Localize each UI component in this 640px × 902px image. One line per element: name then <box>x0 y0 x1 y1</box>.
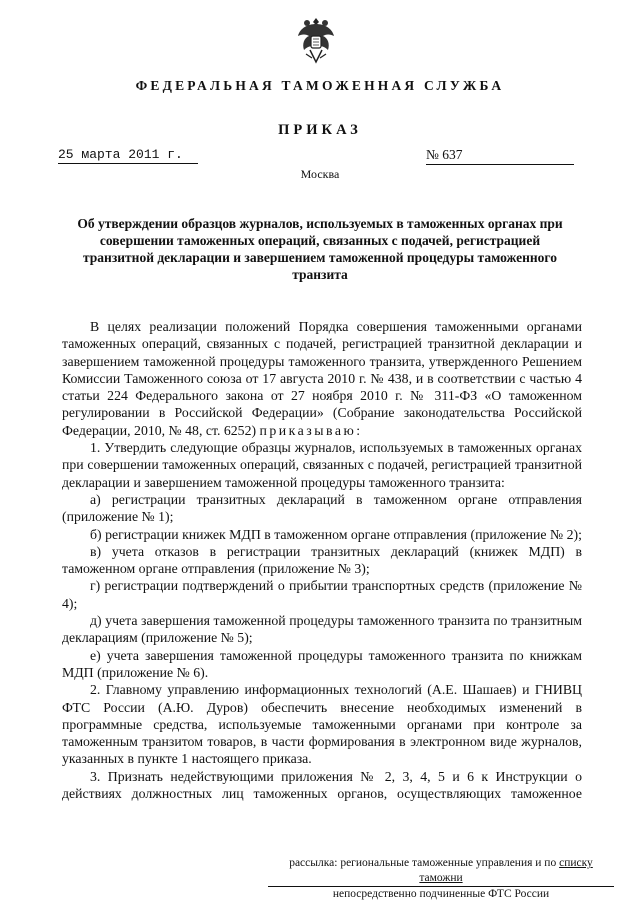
distribution-line-2: непосредственно подчиненные ФТС России <box>332 888 550 900</box>
customs-list-link: списку таможни <box>419 857 593 884</box>
item-2: 2. Главному управлению информационных технологий (А.Е. Шашаев) и ГНИВЦ ФТС России (А.Ю. Дуров) обеспечить внесение необходимых изменений в программные средства, используемые таможенными органами при контроле за таможенным транзитом товаров, в части формирования в электронном виде журналов, указанных в пункте 1 настоящего приказа. <box>62 682 582 767</box>
item-3: 3. Признать недействующими приложения № 2, 3, 4, 5 и 6 к Инструкции о действиях должностных лиц таможенных органов, осуществляющих таможенное <box>62 768 582 802</box>
order-date: 25 марта 2011 г. <box>58 147 198 164</box>
subitem-e: е) учета завершения таможенной процедуры таможенного транзита по книжкам МДП (приложение № 6). <box>62 647 582 680</box>
order-number: № 637 <box>426 147 574 165</box>
subitem-b: б) регистрации книжек МДП в таможенном органе отправления (приложение № 2); <box>90 526 582 542</box>
subitem-v: в) учета отказов в регистрации транзитных деклараций (книжек МДП) в таможенном органе отправления (приложение № 3); <box>62 543 582 577</box>
order-word: приказываю: <box>259 422 363 438</box>
document-type: ПРИКАЗ <box>278 122 362 138</box>
preamble-paragraph <box>62 318 582 439</box>
distribution-prefix: рассылка: региональные таможенные управления и по <box>289 857 560 869</box>
item-1: 1. Утвердить следующие образцы журналов, используемых в таможенных органах при совершении таможенных операций, связанных с подачей, регистрацией транзитной декларации и завершением таможенной процедуры таможенного транзита: <box>62 440 582 490</box>
document-body <box>62 318 582 802</box>
subitem-d: д) учета завершения таможенной процедуры таможенного транзита по транзитным декларациям (приложение № 5); <box>62 613 582 646</box>
agency-name: ФЕДЕРАЛЬНАЯ ТАМОЖЕННАЯ СЛУЖБА <box>135 78 505 93</box>
document-title: Об утверждении образцов журналов, используемых в таможенных органах при совершении таможенных операций, связанных с подачей, регистрацией транзитной декларации и завершением таможенной процедуры таможенного транзита <box>77 216 563 282</box>
subitem-g: г) регистрации подтверждений о прибытии транспортных средств (приложение № 4); <box>62 578 582 611</box>
subitem-a: а) регистрации транзитных деклараций в таможенном органе отправления (приложение № 1); <box>62 491 582 525</box>
distribution-line-1 <box>268 856 614 887</box>
preamble-text: В целях реализации положений Порядка совершения таможенными органами таможенных операций, связанных с подачей, регистрацией транзитной декларации и завершением таможенной процедуры таможенного транзита, утвержденного Решением Комиссии Таможенного союза от 17 августа 2010 г. № 438, и в соответствии с частью 4 статьи 224 Федерального закона от 27 ноября 2010 г. № 311-ФЗ «О таможенном регулировании в Российской Федерации» (Собрание законодательства Российской Федерации, 2010, № 48, ст. 6252) <box>62 319 582 438</box>
distribution-note <box>268 856 614 902</box>
issue-city: Москва <box>300 167 340 181</box>
coat-of-arms-emblem <box>292 14 340 66</box>
